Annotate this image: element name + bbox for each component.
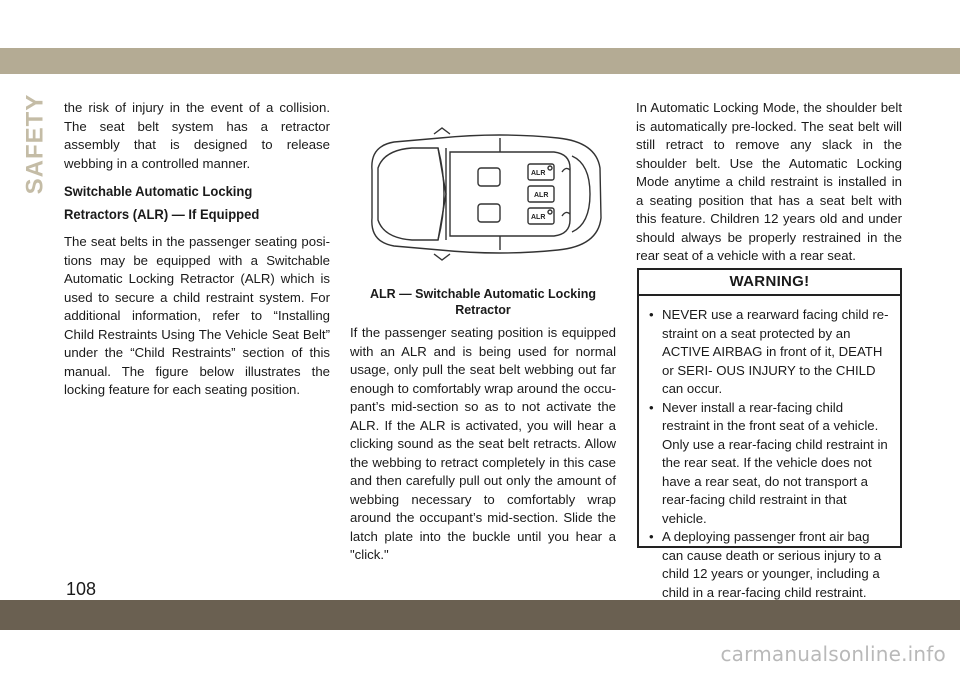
vehicle-top-view-illustration [350, 108, 616, 278]
footer-band [0, 600, 960, 630]
warning-title: WARNING! [639, 270, 900, 296]
warning-box [637, 268, 902, 600]
section-tab-label: SAFETY [21, 93, 49, 195]
warning-item: • NEVER use a rearward facing child re- straint on a seat protected by an ACTIVE AIRBAG in front of it, DEATH or SERI- OUS INJURY to the CHILD can occur. [649, 307, 889, 396]
alr-description-paragraph: The seat belts in the passenger seating posi- tions may be equipped with a Switchable Automatic Locking Retractor (ALR) which is used to secure a child restraint system. For additional information, refer to “Installing Child Restraints Using The Vehicle Seat Belt” under the “Child Restraints” section of this manual. The figure below illustrates the locking feature for each seating position. [64, 234, 330, 397]
column-right [636, 99, 902, 266]
intro-paragraph: the risk of injury in the event of a collision. The seat belt system has a retractor assembly that is designed to release webbing in a controlled manner. [64, 100, 330, 171]
column-left [64, 99, 330, 400]
automatic-locking-paragraph: In Automatic Locking Mode, the shoulder belt is automatically pre-locked. The seat belt will still retract to remove any slack in the shoulder belt. Use the Automatic Locking Mode anytime a child restraint is installed in a seating position that has a seat belt with this feature. Children 12 years old and under should always be properly restrained in the rear seat of a vehicle with a rear seat. [636, 100, 902, 263]
figure-caption: ALR — Switchable Automatic Locking Retractor [370, 287, 596, 317]
column-middle [350, 324, 616, 565]
seat-label-left: ALR [531, 170, 546, 177]
page-number: 108 [66, 579, 97, 599]
seat-label-center: ALR [534, 192, 549, 199]
section-heading: Switchable Automatic Locking Retractors (ALR) — If Equipped [64, 183, 260, 222]
warning-item: • Never install a rear-facing child restraint in the front seat of a vehicle. Only use a rear-facing child restraint in the rear seat. If the vehicle does not have a rear seat, do not transport a rear-facing child restraint in that vehicle. [649, 399, 888, 526]
site-watermark: carmanualsonline.info [720, 642, 946, 666]
seat-label-right: ALR [531, 214, 546, 221]
warning-item: • A deploying passenger front air bag can cause death or serious injury to a child 12 years or younger, including a child in a rear-facing child restraint. [649, 529, 882, 600]
header-band [0, 48, 960, 74]
alr-usage-paragraph: If the passenger seating position is equipped with an ALR and is being used for normal usage, only pull the seat belt webbing out far enough to comfortably wrap around the occu- pant’s mid-section so as to not activate the ALR. If the ALR is activated, you will hear a clicking sound as the seat belt retracts. Allow the webbing to retract completely in this case and then carefully pull out only the amount of webbing necessary to comfortably wrap around the occupant’s mid-section. Slide the latch plate into the buckle until you hear a "click." [350, 325, 616, 562]
warning-list [639, 296, 900, 602]
alr-vehicle-figure [350, 108, 616, 320]
section-tab [21, 93, 49, 195]
